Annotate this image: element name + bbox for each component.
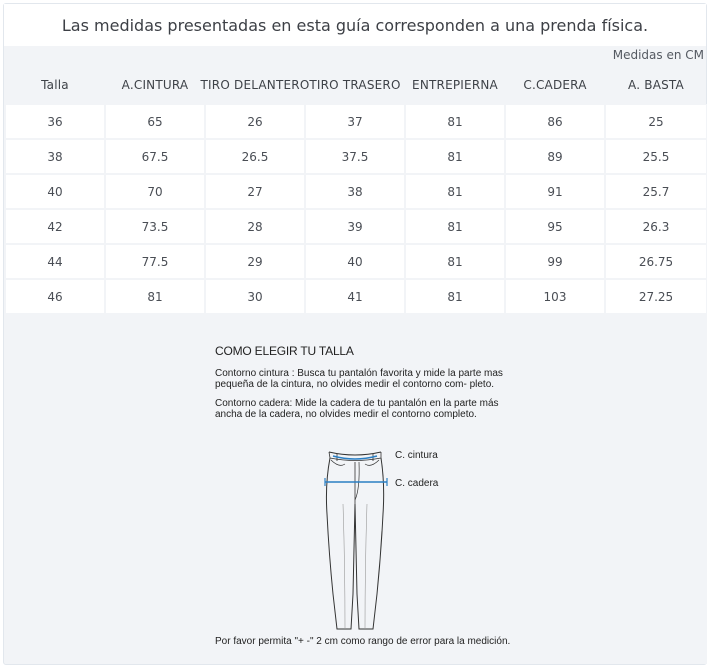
size-cell: 40 bbox=[5, 174, 105, 209]
guide-title: COMO ELEGIR TU TALLA bbox=[215, 344, 354, 358]
size-cell: 42 bbox=[5, 209, 105, 244]
column-header: A. BASTA bbox=[628, 78, 684, 92]
measure-cell: 77.5 bbox=[105, 244, 205, 279]
measure-cell: 38 bbox=[305, 174, 405, 209]
column-header: ENTREPIERNA bbox=[412, 78, 498, 92]
sizing-guide bbox=[5, 314, 707, 664]
column-header: C.CADERA bbox=[523, 78, 587, 92]
measure-cell: 25.7 bbox=[605, 174, 707, 209]
hip-instructions: Contorno cadera: Mide la cadera de tu pantalón en la parte más ancha de la cadera, no olvides medir el contorno completo. bbox=[215, 398, 499, 420]
measure-cell: 27 bbox=[205, 174, 305, 209]
size-guide-panel bbox=[3, 3, 707, 665]
measure-cell: 26.75 bbox=[605, 244, 707, 279]
column-header: Talla bbox=[41, 78, 69, 92]
measure-cell: 25.5 bbox=[605, 139, 707, 174]
measure-cell: 26.3 bbox=[605, 209, 707, 244]
waist-instructions: Contorno cintura : Busca tu pantalón favorita y mide la parte mas pequeña de la cintura, no olvides medir el contorno com- pleto. bbox=[215, 368, 503, 390]
size-table bbox=[5, 66, 707, 314]
measure-cell: 73.5 bbox=[105, 209, 205, 244]
size-cell: 36 bbox=[5, 104, 105, 139]
measure-cell: 89 bbox=[505, 139, 605, 174]
waist-label: C. cintura bbox=[395, 450, 438, 461]
measure-cell: 40 bbox=[305, 244, 405, 279]
measure-cell: 25 bbox=[605, 104, 707, 139]
size-cell: 44 bbox=[5, 244, 105, 279]
measure-cell: 30 bbox=[205, 279, 305, 314]
size-cell: 46 bbox=[5, 279, 105, 314]
page-title: Las medidas presentadas en esta guía corresponden a una prenda física. bbox=[4, 4, 706, 46]
measure-cell: 29 bbox=[205, 244, 305, 279]
measure-cell: 65 bbox=[105, 104, 205, 139]
pants-diagram-icon bbox=[315, 444, 405, 634]
measure-cell: 103 bbox=[505, 279, 605, 314]
measure-cell: 26.5 bbox=[205, 139, 305, 174]
measure-cell: 81 bbox=[405, 174, 505, 209]
measure-cell: 26 bbox=[205, 104, 305, 139]
measure-cell: 81 bbox=[105, 279, 205, 314]
column-header: A.CINTURA bbox=[121, 78, 189, 92]
tolerance-note: Por favor permita "+ -" 2 cm como rango de error para la medición. bbox=[215, 636, 511, 647]
measure-cell: 41 bbox=[305, 279, 405, 314]
measure-cell: 70 bbox=[105, 174, 205, 209]
measure-cell: 91 bbox=[505, 174, 605, 209]
measure-cell: 81 bbox=[405, 104, 505, 139]
measure-cell: 81 bbox=[405, 139, 505, 174]
measure-cell: 86 bbox=[505, 104, 605, 139]
measure-cell: 81 bbox=[405, 244, 505, 279]
measure-cell: 81 bbox=[405, 209, 505, 244]
measure-cell: 81 bbox=[405, 279, 505, 314]
units-note: Medidas en CM bbox=[612, 48, 704, 62]
measure-cell: 95 bbox=[505, 209, 605, 244]
measure-cell: 67.5 bbox=[105, 139, 205, 174]
measure-cell: 28 bbox=[205, 209, 305, 244]
column-header: TIRO TRASERO bbox=[309, 78, 401, 92]
measure-cell: 99 bbox=[505, 244, 605, 279]
measure-cell: 39 bbox=[305, 209, 405, 244]
size-cell: 38 bbox=[5, 139, 105, 174]
hip-label: C. cadera bbox=[395, 478, 439, 489]
guide-text-block bbox=[215, 344, 515, 428]
column-header: TIRO DELANTERO bbox=[200, 78, 310, 92]
measure-cell: 37 bbox=[305, 104, 405, 139]
measure-cell: 27.25 bbox=[605, 279, 707, 314]
measure-cell: 37.5 bbox=[305, 139, 405, 174]
